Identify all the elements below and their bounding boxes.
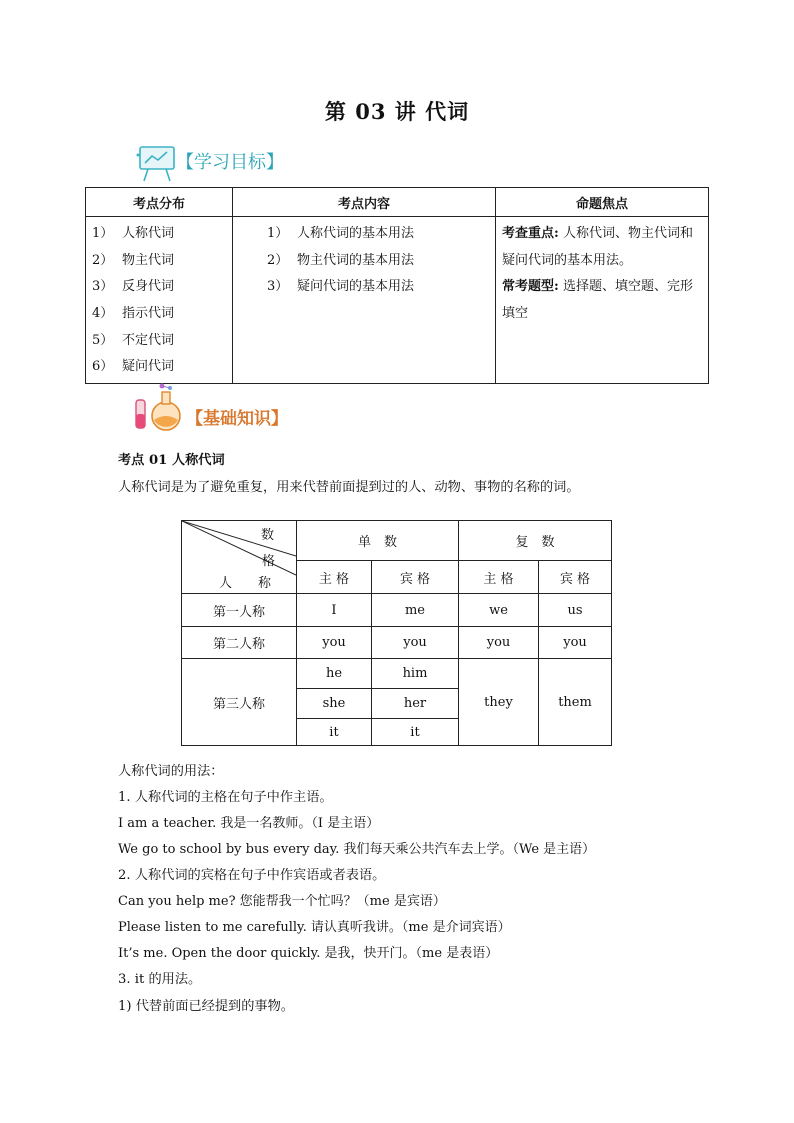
point-intro: 人称代词是为了避免重复，用来代替前面提到过的人、动物、事物的名称的词。: [118, 480, 580, 495]
usage-line: Please listen to me carefully. 请认真听我讲。（me 是介词宾语）: [118, 920, 511, 935]
row-label: 第三人称: [182, 659, 297, 746]
usage-line: Can you help me? 您能帮我一个忙吗？（me 是宾语）: [118, 894, 446, 909]
list-item: 3） 疑问代词的基本用法: [267, 279, 415, 295]
goals-focus-cell: [496, 217, 709, 384]
table-cell: I: [297, 594, 372, 627]
page-title: 第 03 讲 代词: [324, 99, 470, 124]
list-item: 2） 物主代词的基本用法: [267, 252, 415, 268]
presentation-board-icon: [136, 143, 180, 183]
table-cell: us: [539, 594, 612, 627]
plural-header: 复 数: [459, 521, 612, 561]
basic-knowledge-badge: 【基础知识】: [186, 409, 288, 429]
table-cell: we: [459, 594, 539, 627]
list-item: 1） 人称代词: [92, 226, 175, 241]
row-label: 第二人称: [182, 627, 297, 659]
table-cell: it: [297, 719, 372, 746]
table-row: [182, 659, 612, 689]
singular-subjective-header: 主 格: [297, 561, 372, 594]
plural-objective-header: 宾 格: [539, 561, 612, 594]
table-cell: them: [539, 659, 612, 746]
usage-line: I am a teacher. 我是一名教师。（I 是主语）: [118, 816, 380, 831]
types-label: 常考题型:: [502, 279, 559, 295]
list-item: 2） 物主代词: [92, 252, 175, 268]
list-item: 4） 指示代词: [92, 306, 175, 322]
table-cell: you: [459, 627, 539, 659]
goals-distribution-cell: [86, 217, 233, 384]
usage-line: We go to school by bus every day. 我们每天乘公共汽车去上学。（We 是主语）: [118, 842, 596, 857]
usage-heading: 人称代词的用法：: [118, 764, 224, 779]
plural-subjective-header: 主 格: [459, 561, 539, 594]
types-text: 选择题、填空题、完形填空: [502, 279, 693, 322]
goals-header-content: 考点内容: [233, 188, 496, 217]
table-cell: you: [297, 627, 372, 659]
diag-number-label: 数: [261, 528, 275, 543]
usage-line: 1) 代替前面已经提到的事物。: [118, 999, 294, 1014]
diag-case-label: 格: [262, 554, 276, 569]
goals-table: [85, 187, 709, 384]
focus-text: 人称代词、物主代词和疑问代词的基本用法。: [502, 226, 693, 268]
goals-header-focus: 命题焦点: [496, 188, 709, 217]
list-item: 3） 反身代词: [92, 279, 175, 295]
usage-line: 2. 人称代词的宾格在句子中作宾语或者表语。: [118, 868, 386, 883]
singular-objective-header: 宾 格: [372, 561, 459, 594]
list-item: 1） 人称代词的基本用法: [267, 226, 415, 241]
point-heading: 考点 01 人称代词: [118, 453, 225, 468]
focus-label: 考查重点:: [502, 226, 559, 241]
list-item: 6） 疑问代词: [92, 359, 175, 375]
learning-goals-header: [136, 143, 316, 183]
table-row: [182, 627, 612, 659]
table-cell: they: [459, 659, 539, 746]
goals-header-distribution: 考点分布: [86, 188, 233, 217]
table-cell: it: [372, 719, 459, 746]
usage-line: It’s me. Open the door quickly. 是我，快开门。（me 是表语）: [118, 946, 499, 961]
table-cell: you: [372, 627, 459, 659]
goals-content-cell: [233, 217, 496, 384]
list-item: 5） 不定代词: [92, 332, 175, 348]
usage-line: 1. 人称代词的主格在句子中作主语。: [118, 790, 333, 805]
table-row: [182, 594, 612, 627]
table-cell: him: [372, 659, 459, 689]
table-cell: she: [297, 689, 372, 719]
table-cell: me: [372, 594, 459, 627]
table-cell: you: [539, 627, 612, 659]
basic-knowledge-header: [132, 382, 322, 434]
diagonal-header-cell: [182, 521, 297, 594]
singular-header: 单 数: [297, 521, 459, 561]
table-cell: her: [372, 689, 459, 719]
row-label: 第一人称: [182, 594, 297, 627]
usage-line: 3. it 的用法。: [118, 972, 202, 987]
chemistry-flask-icon: [132, 382, 184, 434]
diag-person-label: 人 称: [219, 576, 272, 591]
table-cell: he: [297, 659, 372, 689]
learning-goals-badge: 【学习目标】: [176, 152, 284, 173]
pronoun-table: [181, 520, 612, 746]
